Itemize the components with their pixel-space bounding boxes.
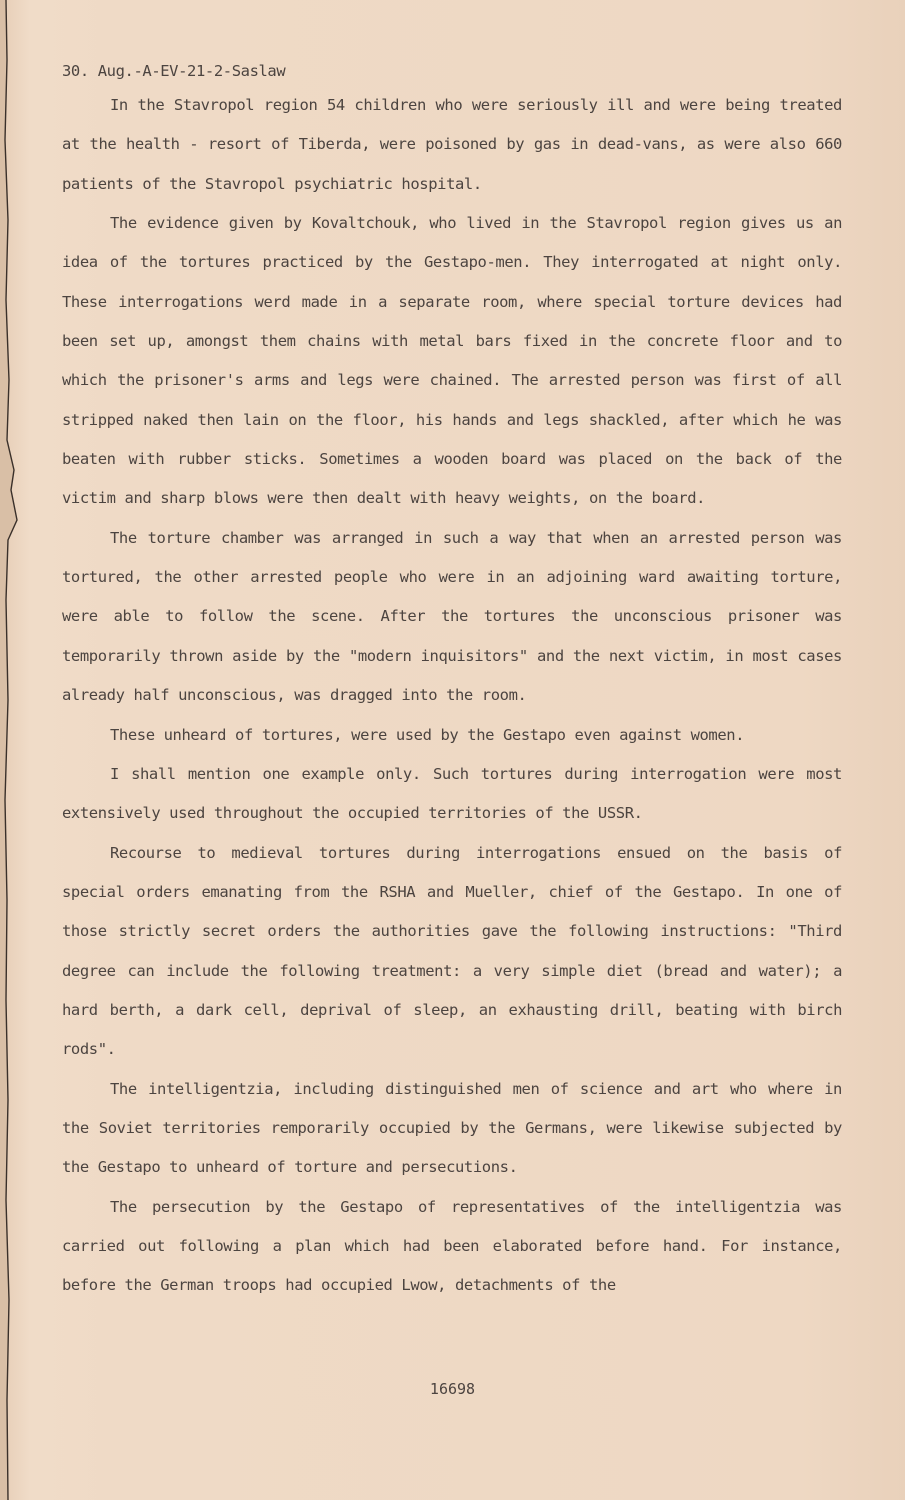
paragraph-7: The intelligentzia, including distinguished men of science and art who where in the Soviet territories remporarily occupied by the Germans, were likewise subjected by the Gestapo to unheard of torture and persecutions. [62, 1079, 842, 1177]
paragraph-3: The torture chamber was arranged in such a way that when an arrested person was tortured, the other arrested people who were in an adjoining ward awaiting torture, were able to follow the scene. After the tortures the unconscious prisoner was temporarily thrown aside by the "modern inquisitors" and the next victim, in most cases already half unconscious, was dragged into the room. [62, 528, 842, 705]
paragraph-6: Recourse to medieval tortures during interrogations ensued on the basis of special orders emanating from the RSHA and Mueller, chief of the Gestapo. In one of those strictly secret orders the authorities gave the following instructions: "Third degree can include the following treatment: a very simple diet (bread and water); a hard berth, a dark cell, deprival of sleep, an exhausting drill, beating with birch rods". [62, 843, 842, 1059]
paragraph-8: The persecution by the Gestapo of representatives of the intelligentzia was carried out following a plan which had been elaborated before hand. For instance, before the German troops had occupied Lwow, detachments of the [62, 1197, 842, 1295]
page-number: 16698 [429, 1380, 476, 1398]
paragraph-2: The evidence given by Kovaltchouk, who lived in the Stavropol region gives us an idea of the tortures practiced by the Gestapo-men. They interrogated at night only. These interrogations werd made in a separate room, where special torture devices had been set up, amongst them chains with metal bars fixed in the concrete floor and to which the prisoner's arms and legs were chained. The arrested person was first of all stripped naked then lain on the floor, his hands and legs shackled, after which he was beaten with rubber sticks. Sometimes a wooden board was placed on the back of the victim and sharp blows were then dealt with heavy weights, on the board. [62, 214, 842, 508]
paragraph-4: These unheard of tortures, were used by the Gestapo even against women. [110, 725, 745, 744]
paragraph-5: I shall mention one example only. Such tortures during interrogation were most extensively used throughout the occupied territories of the USSR. [62, 764, 842, 823]
document-body [62, 56, 842, 1306]
torn-left-edge [0, 0, 26, 1500]
paragraph-1: In the Stavropol region 54 children who were seriously ill and were being treated at the health - resort of Tiberda, were poisoned by gas in dead-vans, as were also 660 patients of the Stavropol psychiatric hospital. [62, 96, 842, 193]
document-header: 30. Aug.-A-EV-21-2-Saslaw [62, 62, 286, 80]
